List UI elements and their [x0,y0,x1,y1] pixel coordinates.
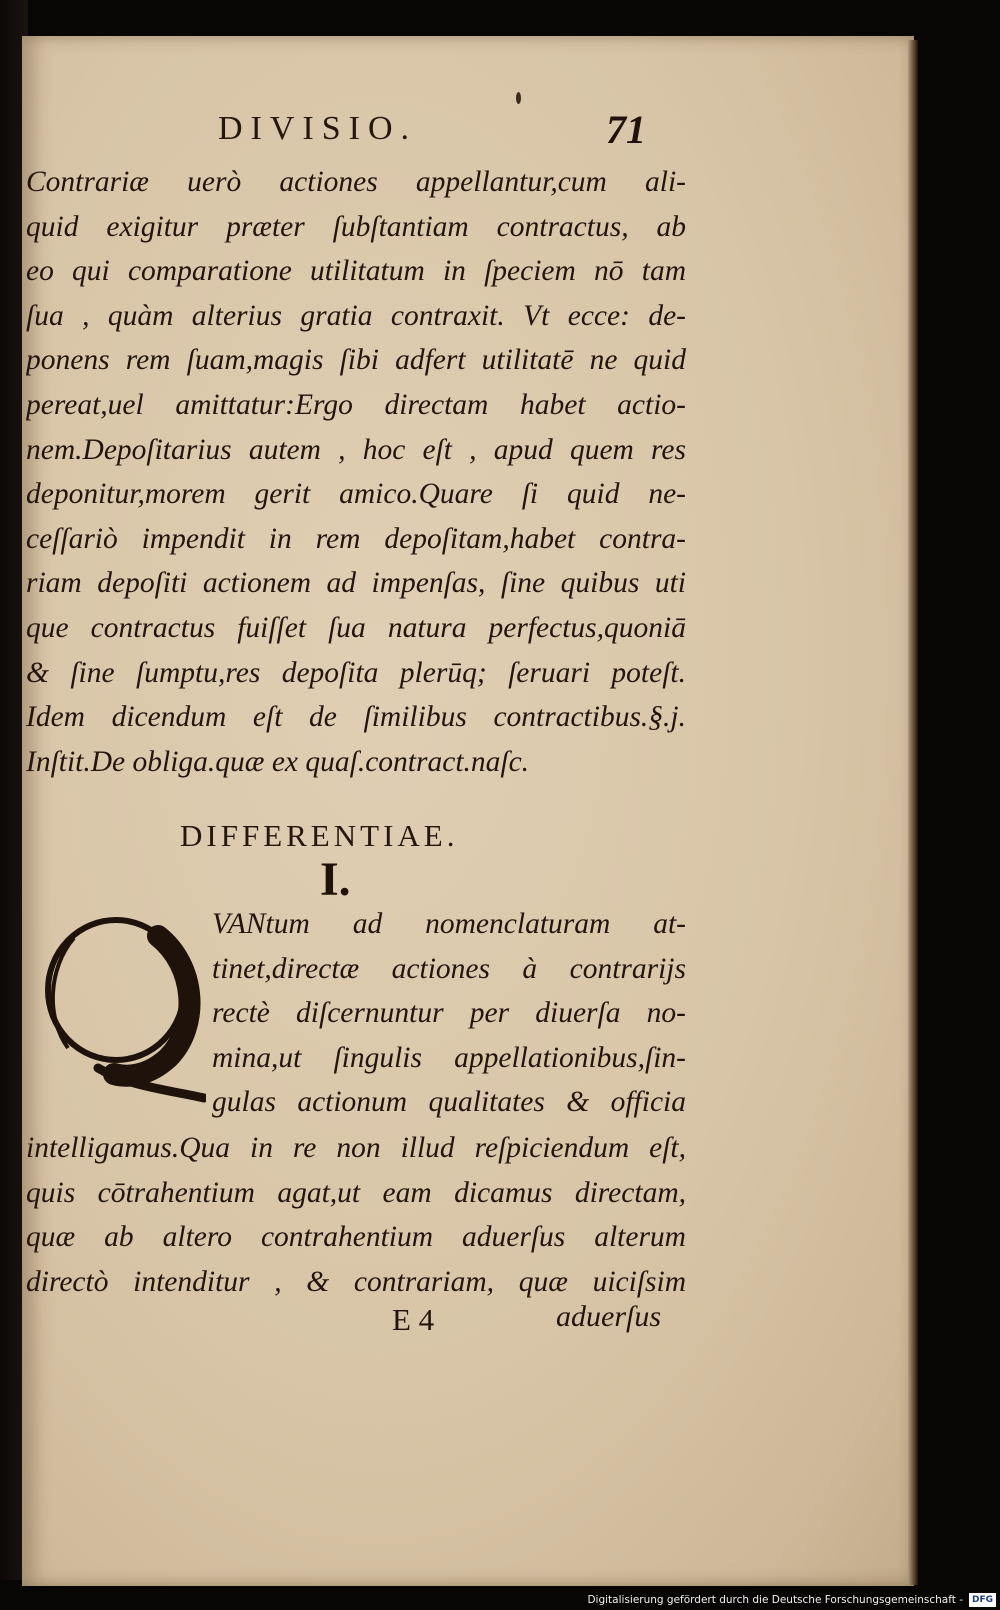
text-line: ſua , quàm alterius gratia contraxit. Vt ecce: de- [26,299,686,332]
drop-cap-q-icon [28,908,206,1108]
catchword: aduerſus [556,1300,661,1333]
signature-mark: E 4 [392,1302,435,1337]
ink-speck [516,92,521,104]
text-line: ceſſariò impendit in rem depoſitam,habet contra- [26,522,686,555]
text-line: deponitur,morem gerit amico.Quare ſi quid ne- [26,478,686,511]
dfg-logo-icon: DFG [969,1593,996,1607]
text-line: ponens rem ſuam,magis ſibi adfert utilitatē ne quid [26,344,686,377]
credit-text: Digitalisierung gefördert durch die Deutsche Forschungsgemeinschaft - [587,1594,963,1606]
text-line: directò intenditur , & contrariam, quæ uiciſsim [26,1265,686,1298]
text-line: Idem dicendum eſt de ſimilibus contractibus.§.j. [26,701,686,734]
text-line: rectè diſcernuntur per diuerſa no- [212,997,686,1030]
text-line: & ſine ſumptu,res depoſita plerūq; ſeruari poteſt. [26,656,686,689]
text-line: Inſtit.De obliga.quæ ex quaſ.contract.naſc. [26,745,530,778]
text-line: eo qui comparatione utilitatum in ſpeciem nō tam [26,255,686,288]
text-line: riam depoſiti actionem ad impenſas, ſine quibus uti [26,567,686,600]
paragraph-2-full [26,1126,686,1304]
text-line: que contractus fuiſſet ſua natura perfectus,quoniā [26,611,686,644]
paragraph-2-indented [212,902,686,1125]
page-edge [908,40,918,1585]
section-heading: DIFFERENTIAE. [180,818,459,853]
text-line: gulas actionum qualitates & officia [212,1086,686,1119]
text-line: tinet,directæ actiones à contrarijs [212,952,686,985]
digitization-credit [560,1590,1000,1610]
text-line: intelligamus.Qua in re non illud reſpiciendum eſt, [26,1132,686,1164]
text-line: VANtum ad nomenclaturam at- [212,908,686,940]
section-number: I. [320,853,351,906]
text-line: mina,ut ſingulis appellationibus,ſin- [212,1041,686,1074]
text-line: nem.Depoſitarius autem , hoc eſt , apud quem res [26,433,686,466]
paragraph-1 [26,160,686,784]
page-number: 71 [606,107,646,152]
text-line: pereat,uel amittatur:Ergo directam habet actio- [26,388,686,421]
text-line: quis cōtrahentium agat,ut eam dicamus directam, [26,1176,686,1209]
text-line: quæ ab altero contrahentium aduerſus alterum [26,1221,686,1254]
text-line: Contrariæ uerò actiones appellantur,cum ali- [26,166,686,198]
running-head: DIVISIO. [218,110,418,147]
text-line: quid exigitur præter ſubſtantiam contractus, ab [26,210,686,243]
